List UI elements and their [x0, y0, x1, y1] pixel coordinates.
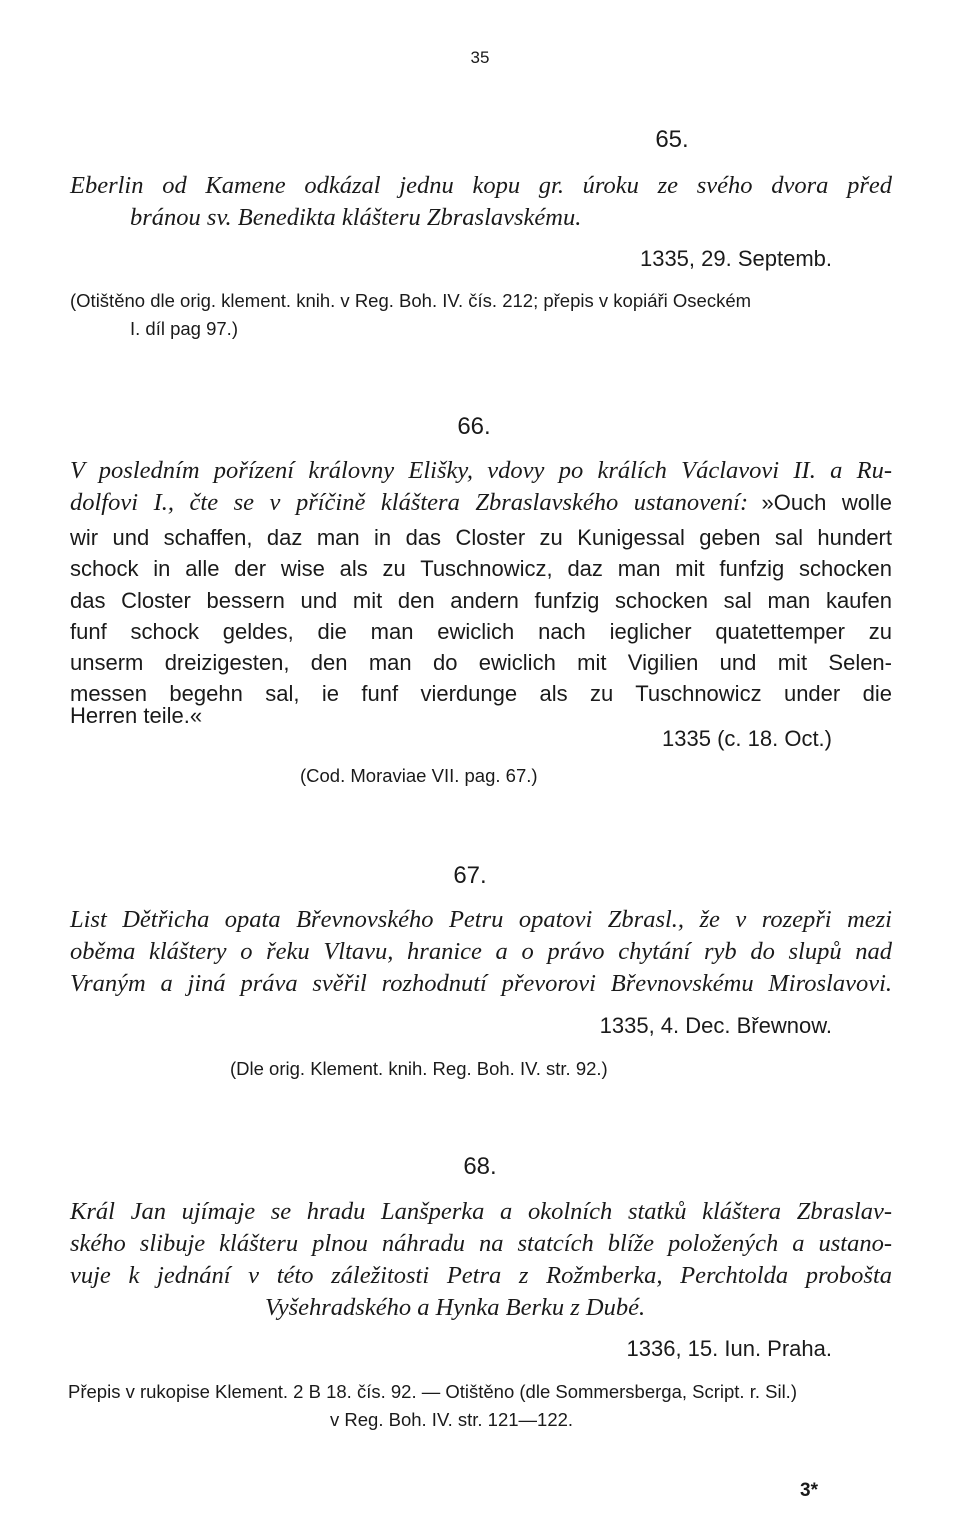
source-line: Přepis v rukopise Klement. 2 B 18. čís. 92. — Otištěno (dle Sommersberga, Script. r. Sil.)	[68, 1381, 797, 1402]
source-line: v Reg. Boh. IV. str. 121—122.	[330, 1409, 574, 1430]
section-66-source: (Cod. Moraviae VII. pag. 67.)	[300, 765, 538, 786]
heading-line: oběma kláštery o řeku Vltavu, hranice a o právo chytání ryb do slupů nad	[70, 938, 892, 965]
heading-line: List Dětřicha opata Břevnovského Petru opatovi Zbrasl., že v rozepři mezi	[70, 906, 892, 933]
section-66-quote-end: Herren teile.«	[70, 703, 203, 728]
heading-line: vuje k jednání v této záležitosti Petra z Rožmberka, Perchtolda probošta	[70, 1262, 892, 1289]
section-66-quote	[70, 522, 892, 710]
page-number: 35	[470, 48, 490, 67]
signature-mark: 3*	[800, 1480, 818, 1501]
section-number-66: 66.	[457, 413, 491, 440]
source-line: I. díl pag 97.)	[130, 318, 238, 339]
quote-line: wir und schaffen, daz man in das Closter zu Kunigessal geben sal hundert	[70, 525, 892, 550]
section-65-source	[70, 287, 892, 343]
quote-line: das Closter bessern und mit den andern funfzig schocken sal man kaufen	[70, 587, 892, 613]
heading-line-mixed	[70, 487, 892, 522]
quote-line: schock in alle der wise als zu Tuschnowicz, daz man mit funfzig schocken	[70, 556, 892, 582]
section-68-heading	[70, 1196, 892, 1324]
section-67-heading	[70, 904, 892, 1000]
section-number-68: 68.	[463, 1153, 497, 1180]
quote-line: funf schock geldes, die man ewiclich nach iеglicher quatettemper zu	[70, 618, 892, 644]
section-number-67: 67.	[453, 862, 487, 889]
section-68-date: 1336, 15. Iun. Praha.	[626, 1336, 832, 1361]
heading-line: Vyšehradského a Hynka Berku z Dubé.	[265, 1294, 646, 1321]
section-66-text	[70, 455, 892, 710]
section-65-heading	[70, 170, 892, 234]
heading-line: ského slibuje klášteru plnou náhradu na statcích blíže položených a ustano-	[70, 1230, 892, 1257]
quote-start: »Ouch wolle	[761, 490, 893, 515]
section-number-65: 65.	[655, 126, 689, 153]
source-line: (Otištěno dle orig. klement. knih. v Reg. Boh. IV. čís. 212; přepis v kopiáři Oseckém	[70, 290, 752, 311]
quote-line: unserm dreizigesten, den man do ewiclich mit Vigilien und mit Selen-	[70, 650, 892, 676]
section-65-date: 1335, 29. Septemb.	[639, 246, 832, 271]
section-66-date: 1335 (c. 18. Oct.)	[662, 726, 832, 751]
quote-line: messen begehn sal, ie funf vierdunge als zu Tuschnowicz under die	[70, 681, 892, 707]
heading-line: bránou sv. Benedikta klášteru Zbraslavskému.	[130, 204, 582, 231]
section-67-source: (Dle orig. Klement. knih. Reg. Boh. IV. str. 92.)	[230, 1058, 608, 1079]
section-67-date: 1335, 4. Dec. Břewnow.	[599, 1013, 832, 1038]
heading-line: Král Jan ujímaje se hradu Lanšperka a okolních statků kláštera Zbraslav-	[70, 1198, 892, 1225]
heading-line: V posledním pořízení královny Elišky, vdovy po králích Václavovi II. a Ru-	[70, 457, 892, 484]
section-68-source	[68, 1378, 898, 1434]
heading-line: Vraným a jiná práva svěřil rozhodnutí převorovi Břevnovskému Miroslavovi.	[70, 970, 892, 997]
heading-line: Eberlin od Kamene odkázal jednu kopu gr. úroku ze svého dvora před	[70, 172, 892, 199]
heading-line: dolfovi I., čte se v příčině kláštera Zbraslavského ustanovení:	[70, 489, 749, 516]
